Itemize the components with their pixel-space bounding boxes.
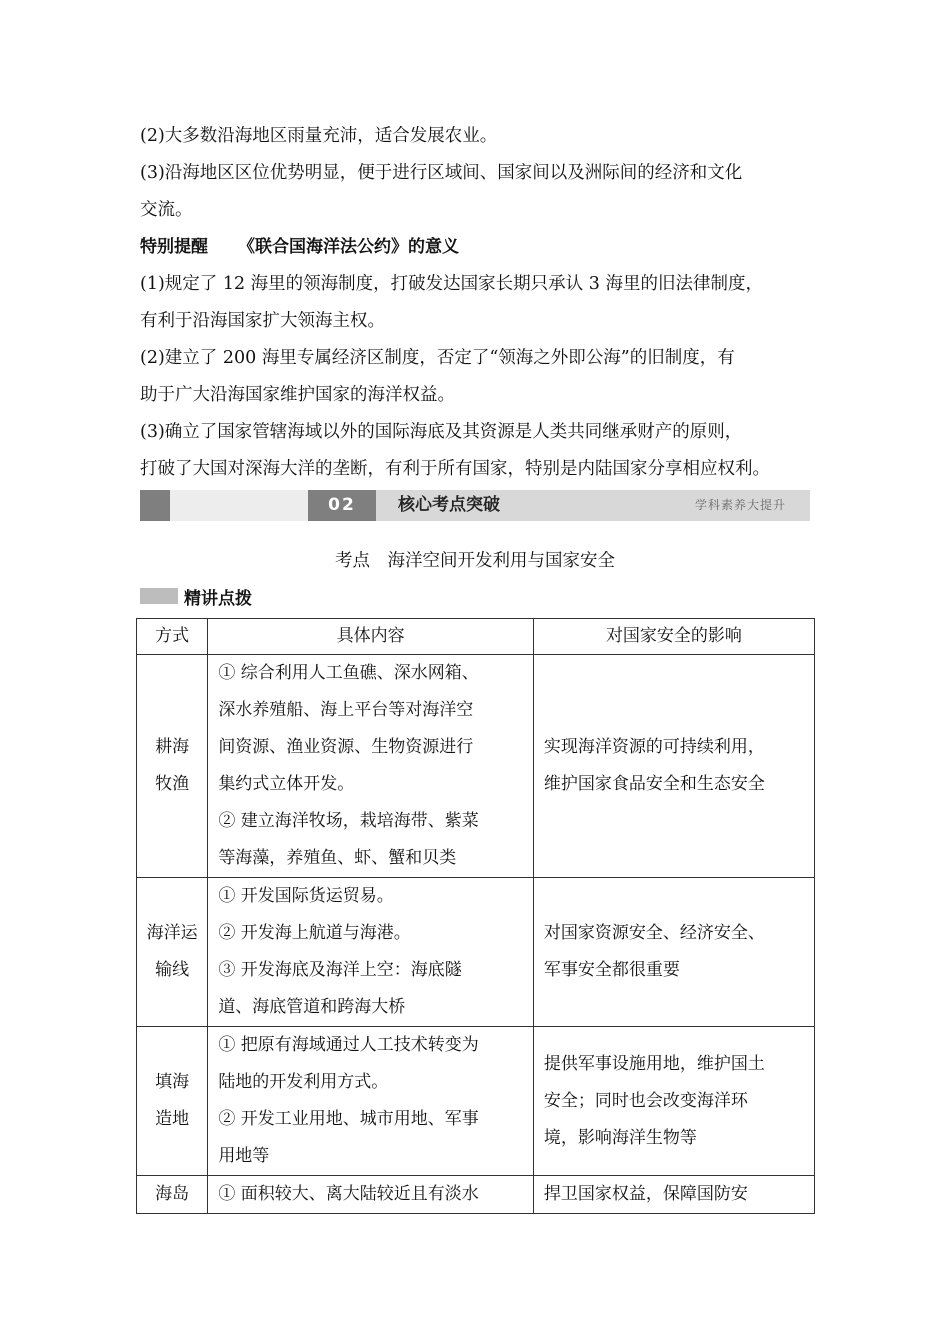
cell-line: ① 综合利用人工鱼礁、深水网箱、 [218, 663, 479, 683]
cell-content [208, 1176, 534, 1214]
table-row [137, 1027, 815, 1176]
cell-line: ① 把原有海域通过人工技术转变为 [218, 1035, 479, 1055]
cell-line: 安全；同时也会改变海洋环 [543, 1090, 748, 1111]
banner-number: 02 [308, 490, 376, 521]
cell-line: 提供军事设施用地，维护国土 [543, 1053, 765, 1074]
content-table [136, 618, 815, 1214]
cell-line: 陆地的开发利用方式。 [218, 1072, 389, 1092]
cell-line: 填海 [155, 1072, 190, 1092]
cell-line: 等海藻，养殖鱼、虾、蟹和贝类 [218, 848, 457, 868]
cell-line: 深水养殖船、海上平台等对海洋空 [218, 700, 474, 720]
reminder-title: 《联合国海洋法公约》的意义 [238, 237, 459, 257]
table-row [137, 1176, 815, 1214]
cell-line: 集约式立体开发。 [218, 774, 355, 794]
cell-line: 捍卫国家权益，保障国防安 [543, 1184, 748, 1204]
paragraph-line: (3)沿海地区区位优势明显，便于进行区域间、国家间以及洲际间的经济和文化 [140, 163, 743, 183]
reminder-line: (3)确立了国家管辖海域以外的国际海底及其资源是人类共同继承财产的原则， [140, 422, 743, 442]
header-impact: 对国家安全的影响 [533, 619, 814, 655]
header-method: 方式 [137, 619, 208, 655]
cell-line: 维护国家食品安全和生态安全 [543, 774, 765, 794]
cell-line: 军事安全都很重要 [543, 960, 680, 980]
subsection-bar [140, 588, 178, 604]
paragraph-line: 交流。 [140, 200, 193, 220]
cell-line: 道、海底管道和跨海大桥 [218, 997, 406, 1017]
cell-line: ② 建立海洋牧场，栽培海带、紫菜 [218, 811, 479, 831]
cell-line: ① 面积较大、离大陆较近且有淡水 [218, 1184, 479, 1204]
subsection-title: 精讲点拨 [184, 588, 252, 609]
section-title: 考点 海洋空间开发利用与国家安全 [335, 551, 615, 571]
reminder-line: (2)建立了 200 海里专属经济区制度，否定了“领海之外即公海”的旧制度，有 [140, 348, 735, 368]
cell-line: 实现海洋资源的可持续利用， [543, 737, 765, 757]
cell-line: 造地 [155, 1109, 190, 1129]
text-body [140, 118, 816, 488]
reminder-line: 助于广大沿海国家维护国家的海洋权益。 [140, 385, 455, 405]
cell-line: 用地等 [218, 1146, 270, 1166]
table-row [137, 655, 815, 878]
cell-line: ② 开发工业用地、城市用地、军事 [218, 1109, 479, 1129]
reminder-label: 特别提醒 [140, 237, 208, 257]
cell-line: 耕海 [155, 737, 190, 757]
banner-accent [140, 490, 170, 521]
cell-line: 海岛 [155, 1184, 190, 1204]
banner-gap [170, 490, 308, 521]
cell-method [137, 1027, 208, 1176]
header-content: 具体内容 [208, 619, 534, 655]
cell-line: ① 开发国际货运贸易。 [218, 886, 394, 906]
cell-method [137, 878, 208, 1027]
cell-method [137, 655, 208, 878]
cell-impact [533, 655, 814, 878]
cell-content [208, 655, 534, 878]
table-row [137, 878, 815, 1027]
cell-line: ③ 开发海底及海洋上空：海底隧 [218, 960, 462, 980]
cell-line: 间资源、渔业资源、生物资源进行 [218, 737, 474, 757]
cell-line: 境，影响海洋生物等 [543, 1127, 697, 1148]
cell-content [208, 1027, 534, 1176]
reminder-line: 打破了大国对深海大洋的垄断，有利于所有国家，特别是内陆国家分享相应权利。 [140, 459, 770, 479]
paragraph-line: (2)大多数沿海地区雨量充沛，适合发展农业。 [140, 126, 498, 146]
cell-content [208, 878, 534, 1027]
cell-impact [533, 878, 814, 1027]
subsection-heading [140, 584, 252, 608]
table-header-row [137, 619, 815, 655]
reminder-heading [140, 229, 816, 266]
cell-method [137, 1176, 208, 1214]
reminder-line: (1)规定了 12 海里的领海制度，打破发达国家长期只承认 3 海里的旧法律制度， [140, 274, 763, 294]
section-banner [140, 490, 810, 521]
cell-line: 对国家资源安全、经济安全、 [543, 923, 765, 943]
cell-impact [533, 1176, 814, 1214]
cell-line: 输线 [155, 960, 190, 980]
cell-impact [533, 1027, 814, 1176]
cell-line: 牧渔 [155, 774, 190, 794]
cell-line: ② 开发海上航道与海港。 [218, 923, 411, 943]
banner-title: 核心考点突破 [398, 495, 500, 515]
reminder-line: 有利于沿海国家扩大领海主权。 [140, 311, 385, 331]
banner-subtitle: 学科素养大提升 [694, 498, 786, 512]
cell-line: 海洋运 [146, 923, 198, 943]
